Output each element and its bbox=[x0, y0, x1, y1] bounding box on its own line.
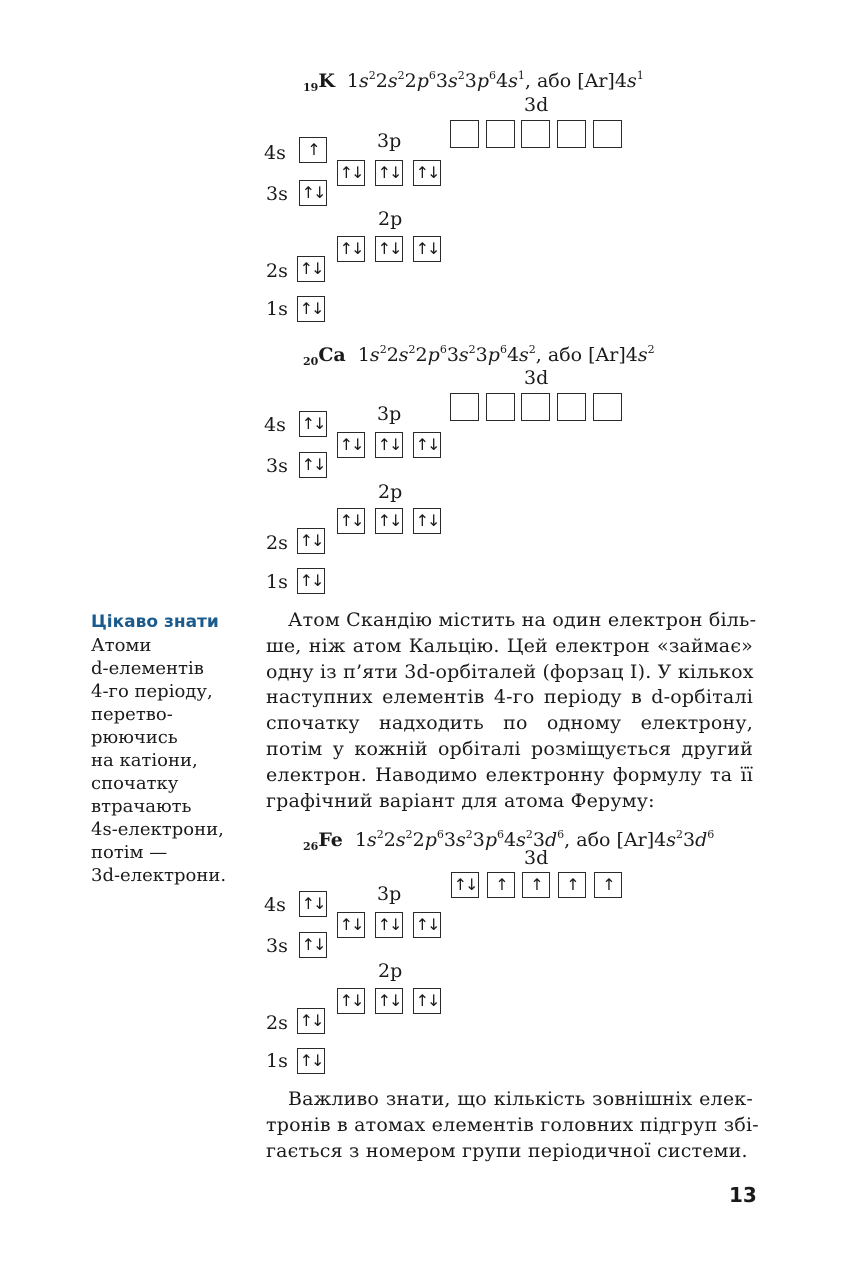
orbital-4s: ↑↓ bbox=[299, 411, 327, 437]
orbital-3s: ↑↓ bbox=[299, 452, 327, 478]
orbital-2p: ↑↓ bbox=[413, 988, 441, 1014]
level-1s: 1s bbox=[266, 571, 288, 593]
sidebar-line: d-елементів bbox=[91, 658, 204, 679]
paragraph-line: наступних елементів 4-го періоду в d-орбіталі bbox=[266, 686, 753, 709]
label-2p: 2p bbox=[378, 960, 403, 982]
level-1s: 1s bbox=[266, 1050, 288, 1072]
orbital-3d: ↑↓ bbox=[451, 872, 479, 898]
paragraph-line: електрон. Наводимо електронну формулу та її bbox=[266, 763, 753, 786]
sidebar-line: Атоми bbox=[91, 635, 152, 656]
orbital-3p: ↑↓ bbox=[413, 912, 441, 938]
paragraph-important bbox=[266, 1087, 759, 1164]
paragraph-scandium bbox=[266, 608, 757, 814]
label-3d: 3d bbox=[524, 847, 549, 869]
orbital-2s: ↑↓ bbox=[297, 1008, 325, 1034]
paragraph-line: тронів в атомах елементів головних підгруп збі- bbox=[266, 1113, 759, 1136]
orbital-2p: ↑↓ bbox=[375, 988, 403, 1014]
orbital-3d bbox=[521, 393, 550, 421]
orbital-3s: ↑↓ bbox=[299, 180, 327, 206]
paragraph-line: гається з номером групи періодичної системи. bbox=[266, 1139, 748, 1162]
orbital-3d bbox=[557, 393, 586, 421]
orbital-4s: ↑ bbox=[299, 137, 327, 163]
orbital-2p: ↑↓ bbox=[413, 508, 441, 534]
sidebar-line: 3d-електрони. bbox=[91, 865, 227, 886]
orbital-2p: ↑↓ bbox=[337, 508, 365, 534]
orbital-3p: ↑↓ bbox=[337, 912, 365, 938]
orbital-3d: ↑ bbox=[487, 872, 515, 898]
level-3s: 3s bbox=[266, 455, 288, 477]
paragraph-line: Важливо знати, що кількість зовнішніх елек- bbox=[288, 1088, 753, 1110]
orbital-2p: ↑↓ bbox=[375, 236, 403, 262]
paragraph-line: потім у кожній орбіталі розміщується другий bbox=[266, 737, 753, 760]
level-4s: 4s bbox=[264, 414, 286, 436]
orbital-3p: ↑↓ bbox=[413, 160, 441, 186]
formula-fe: $_{26}$Fe $1s^22s^22p^63s^23p^64s^23d^6$, або $[Ar]4s^23d^6$ bbox=[303, 828, 715, 853]
sidebar-line: 4-го періоду, bbox=[91, 681, 213, 702]
level-3s: 3s bbox=[266, 935, 288, 957]
orbital-3d bbox=[557, 120, 586, 148]
paragraph-line: одну із п’яти 3d-орбіталей (форзац I). У кількох bbox=[266, 660, 754, 683]
orbital-3p: ↑↓ bbox=[375, 912, 403, 938]
formula-ca: $_{20}$Ca $1s^22s^22p^63s^23p^64s^2$, або $[Ar]4s^2$ bbox=[303, 343, 655, 368]
level-4s: 4s bbox=[264, 142, 286, 164]
level-2s: 2s bbox=[266, 532, 288, 554]
sidebar-line: спочатку bbox=[91, 773, 179, 794]
orbital-3p: ↑↓ bbox=[375, 160, 403, 186]
orbital-4s: ↑↓ bbox=[299, 891, 327, 917]
label-3p: 3p bbox=[377, 130, 402, 152]
paragraph-line: спочатку надходить по одному електрону, bbox=[266, 712, 753, 735]
orbital-3d: ↑ bbox=[558, 872, 586, 898]
orbital-3d bbox=[450, 120, 479, 148]
orbital-3p: ↑↓ bbox=[337, 160, 365, 186]
formula-k: $_{19}$K $1s^22s^22p^63s^23p^64s^1$, або $[Ar]4s^1$ bbox=[303, 69, 644, 94]
sidebar-line: перетво- bbox=[91, 704, 173, 725]
sidebar-line: 4s-електрони, bbox=[91, 819, 224, 840]
orbital-3d: ↑ bbox=[522, 872, 550, 898]
sidebar-line: потім — bbox=[91, 842, 168, 863]
orbital-3d bbox=[593, 393, 622, 421]
level-2s: 2s bbox=[266, 1012, 288, 1034]
orbital-3p: ↑↓ bbox=[413, 432, 441, 458]
orbital-1s: ↑↓ bbox=[297, 1048, 325, 1074]
orbital-2p: ↑↓ bbox=[413, 236, 441, 262]
orbital-1s: ↑↓ bbox=[297, 568, 325, 594]
orbital-3s: ↑↓ bbox=[299, 932, 327, 958]
sidebar-title: Цікаво знати bbox=[91, 612, 219, 632]
label-3d: 3d bbox=[524, 94, 549, 116]
orbital-3d bbox=[486, 120, 515, 148]
orbital-2s: ↑↓ bbox=[297, 528, 325, 554]
orbital-1s: ↑↓ bbox=[297, 296, 325, 322]
label-2p: 2p bbox=[378, 481, 403, 503]
orbital-2p: ↑↓ bbox=[337, 988, 365, 1014]
orbital-3p: ↑↓ bbox=[375, 432, 403, 458]
sidebar-note bbox=[91, 634, 241, 887]
level-1s: 1s bbox=[266, 298, 288, 320]
orbital-2p: ↑↓ bbox=[375, 508, 403, 534]
paragraph-line: ше, ніж атом Кальцію. Цей електрон «займає» bbox=[266, 634, 753, 657]
orbital-3d bbox=[593, 120, 622, 148]
sidebar-line: втрачають bbox=[91, 796, 192, 817]
orbital-3d: ↑ bbox=[594, 872, 622, 898]
level-3s: 3s bbox=[266, 183, 288, 205]
orbital-3d bbox=[521, 120, 550, 148]
level-2s: 2s bbox=[266, 260, 288, 282]
level-4s: 4s bbox=[264, 894, 286, 916]
page-number: 13 bbox=[729, 1183, 757, 1207]
orbital-3d bbox=[486, 393, 515, 421]
label-3d: 3d bbox=[524, 367, 549, 389]
paragraph-line: Атом Скандію містить на один електрон біль- bbox=[288, 609, 757, 631]
orbital-2p: ↑↓ bbox=[337, 236, 365, 262]
paragraph-line: графічний варіант для атома Феруму: bbox=[266, 789, 655, 812]
orbital-3d bbox=[450, 393, 479, 421]
label-2p: 2p bbox=[378, 208, 403, 230]
orbital-3p: ↑↓ bbox=[337, 432, 365, 458]
label-3p: 3p bbox=[377, 403, 402, 425]
orbital-2s: ↑↓ bbox=[297, 256, 325, 282]
sidebar-line: на катіони, bbox=[91, 750, 198, 771]
sidebar-line: рюючись bbox=[91, 727, 178, 748]
label-3p: 3p bbox=[377, 883, 402, 905]
